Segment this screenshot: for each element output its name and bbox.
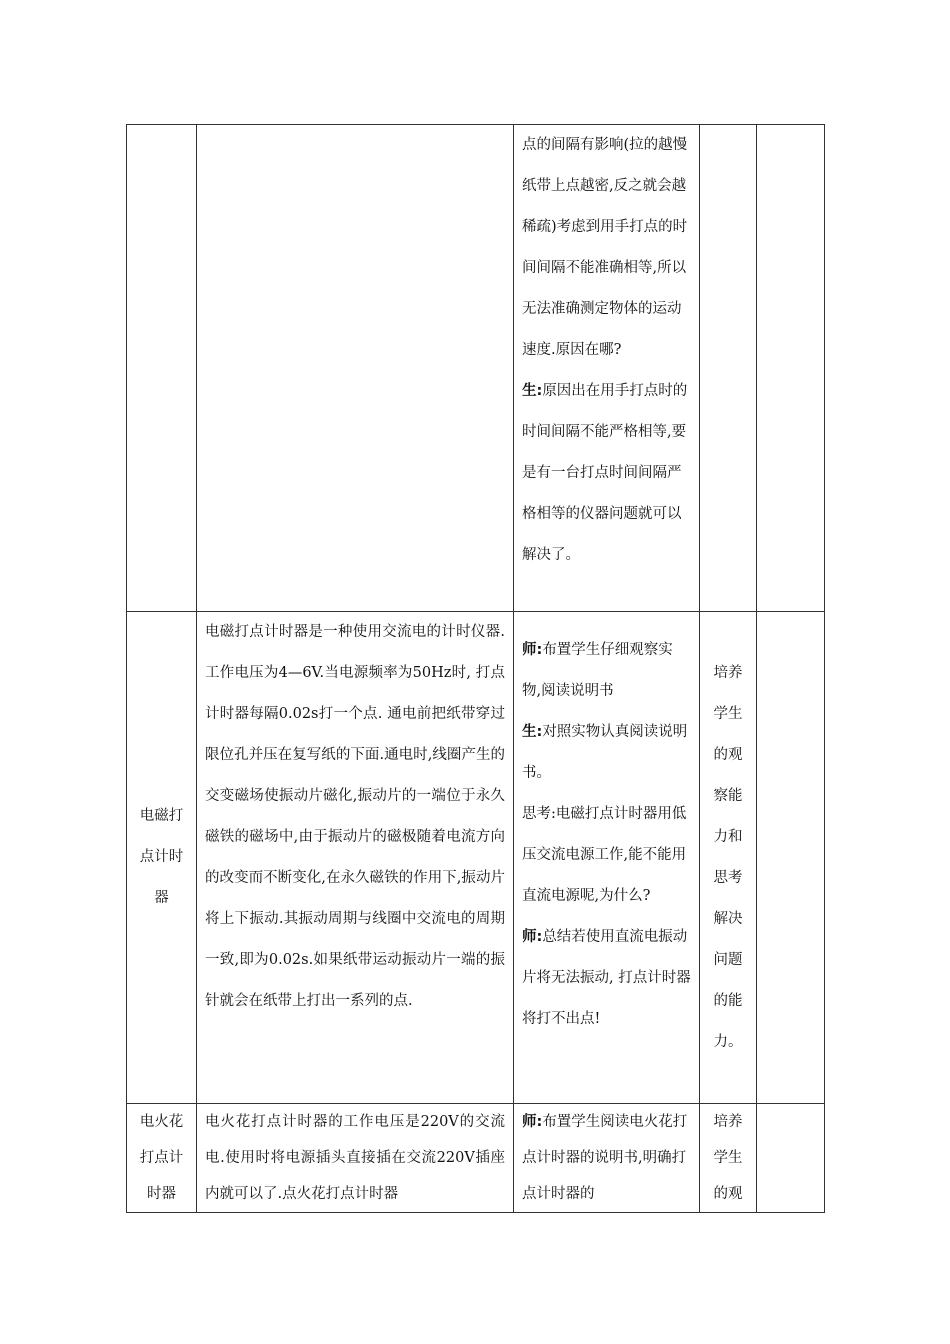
extra-cell [757, 1104, 825, 1213]
activity-text [522, 917, 691, 1040]
activity-line: 布置学生阅读电火花打点计时器的说明书,明确打点计时器的 [522, 1114, 688, 1202]
content-cell [197, 125, 514, 612]
activity-line: 原因出在用手打点时的时间间隔不能严格相等,要是有一台打点时间间隔严格相等的仪器问题就可以解决了。 [522, 383, 688, 563]
role-label: 师: [522, 642, 543, 658]
table-row [127, 612, 825, 1104]
activity-line: 布置学生仔细观察实物,阅读说明书 [522, 642, 673, 699]
content-cell: 电磁打点计时器是一种使用交流电的计时仪器.工作电压为4—6V.当电源频率为50Hz时, 打点计时器每隔0.02s打一个点. 通电前把纸带穿过限位孔并压在复写纸的下面.通电时,线圈产生的交变磁场使振动片磁化,振动片的一端位于永久磁铁的磁场中,由于振动片的磁极随着电流方向的改变而不断变化,在永久磁铁的作用下,振动片将上下振动.其振动周期与线圈中交流电的周期一致,即为0.02s.如果纸带运动振动片一端的振针就会在纸带上打出一系列的点. [197, 612, 514, 1104]
activity-line: 对照实物认真阅读说明书。 [522, 724, 688, 781]
topic-cell: 电火花打点计时器 [127, 1104, 197, 1213]
activity-text [522, 712, 691, 794]
table-row [127, 125, 825, 612]
activity-line: 总结若使用直流电振动片将无法振动, 打点计时器将打不出点! [522, 929, 691, 1027]
activity-cell [514, 1104, 700, 1213]
goal-cell: 培养学生的观 [700, 1104, 757, 1213]
goal-cell [700, 125, 757, 612]
activity-cell [514, 612, 700, 1104]
role-label: 师: [522, 1114, 543, 1130]
activity-line: 思考:电磁打点计时器用低压交流电源工作,能不能用直流电源呢,为什么? [522, 806, 687, 904]
activity-line: 点的间隔有影响(拉的越慢纸带上点越密,反之就会越稀疏)考虑到用手打点的时间间隔不能准确相等,所以无法准确测定物体的运动速度.原因在哪? [522, 137, 688, 358]
goal-cell: 培养学生的观察能力和思考解决问题的能力。 [700, 612, 757, 1104]
activity-text [522, 125, 691, 371]
activity-cell [514, 125, 700, 612]
activity-text [522, 630, 691, 712]
content-cell: 电火花打点计时器的工作电压是220V的交流电.使用时将电源插头直接插在交流220V插座内就可以了.点火花打点计时器 [197, 1104, 514, 1213]
topic-cell [127, 125, 197, 612]
extra-cell [757, 612, 825, 1104]
extra-cell [757, 125, 825, 612]
lesson-plan-table [126, 124, 825, 1213]
activity-text [522, 1104, 691, 1212]
activity-text [522, 371, 691, 576]
activity-text [522, 794, 691, 917]
table-row [127, 1104, 825, 1213]
role-label: 师: [522, 929, 543, 945]
role-label: 生: [522, 724, 543, 740]
role-label: 生: [522, 383, 543, 399]
topic-cell: 电磁打点计时器 [127, 612, 197, 1104]
